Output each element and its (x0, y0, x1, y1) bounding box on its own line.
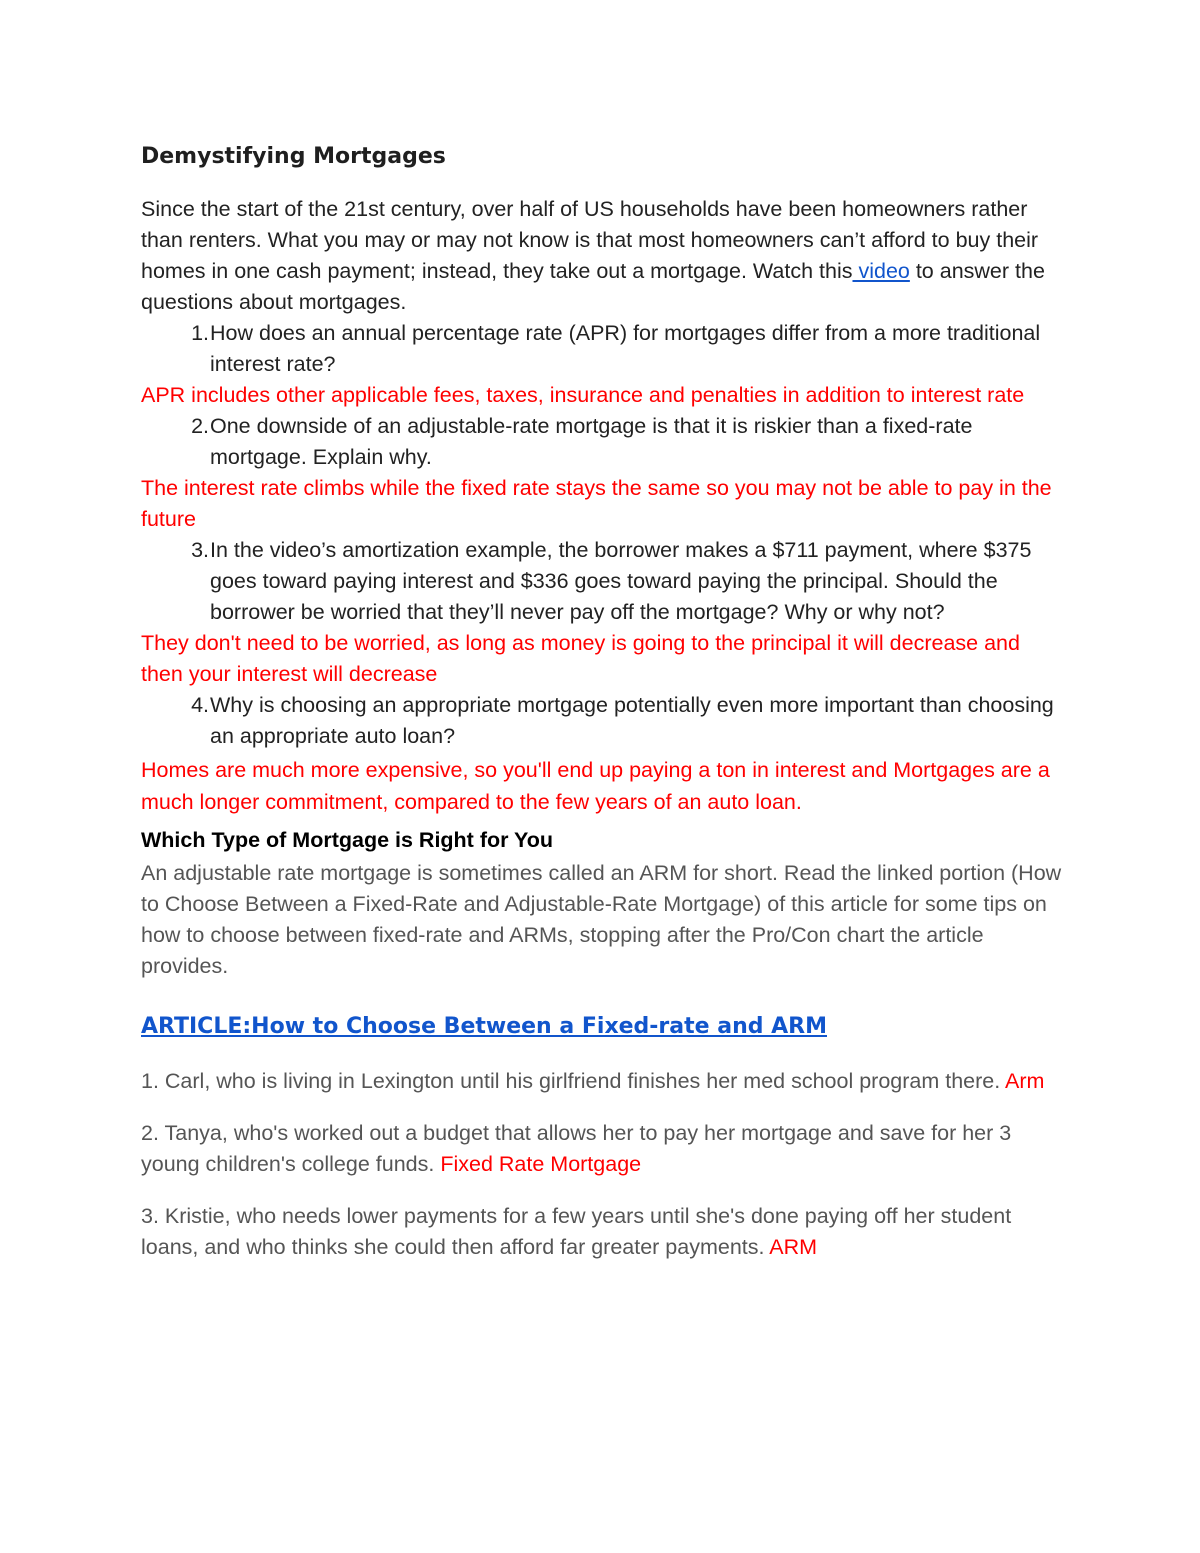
scenario-item (141, 1066, 1066, 1097)
question-number: 3. (191, 538, 209, 562)
scenario-answer: Arm (1005, 1069, 1045, 1093)
video-link[interactable]: video (852, 259, 910, 283)
document-title: Demystifying Mortgages (141, 144, 446, 169)
question-text: How does an annual percentage rate (APR) for mortgages differ from a more traditional interest rate? (210, 321, 1041, 376)
section-heading: Which Type of Mortgage is Right for You (141, 828, 554, 852)
document-page (141, 140, 1066, 1263)
question-number: 1. (191, 321, 209, 345)
scenario-answer: ARM (769, 1235, 818, 1259)
question-list (141, 318, 1066, 818)
question-answer: They don't need to be worried, as long as money is going to the principal it will decrease and then your interest will decrease (141, 631, 1020, 686)
question-answer: Homes are much more expensive, so you'll end up paying a ton in interest and Mortgages are a much longer commitment, compared to the few years of an auto loan. (141, 758, 1050, 814)
scenario-item (141, 1201, 1066, 1263)
scenario-text: 2. Tanya, who's worked out a budget that allows her to pay her mortgage and save for her 3 young children's college funds. (141, 1121, 1012, 1176)
question-number: 4. (191, 693, 209, 717)
intro-text-after-link: to answer the questions about mortgages. (141, 259, 1045, 314)
scenario-text: 1. Carl, who is living in Lexington until his girlfriend finishes her med school program there. (141, 1069, 1001, 1093)
question-item (141, 535, 1066, 628)
question-text: One downside of an adjustable-rate mortgage is that it is riskier than a fixed-rate mortgage. Explain why. (210, 414, 973, 469)
intro-text-before-link: Since the start of the 21st century, over half of US households have been homeowners rather than renters. What you may or may not know is that most homeowners can’t afford to buy their homes in one cash payment; instead, they take out a mortgage. Watch this (141, 197, 1039, 283)
question-answer: The interest rate climbs while the fixed rate stays the same so you may not be able to pay in the future (141, 476, 1052, 531)
question-item (141, 318, 1066, 380)
question-item (141, 690, 1066, 752)
question-text: Why is choosing an appropriate mortgage potentially even more important than choosing an appropriate auto loan? (210, 693, 1054, 748)
question-item (141, 411, 1066, 473)
question-number: 2. (191, 414, 209, 438)
scenario-item (141, 1118, 1066, 1180)
intro-paragraph (141, 194, 1066, 318)
scenario-text: 3. Kristie, who needs lower payments for a few years until she's done paying off her student loans, and who thinks she could then afford far greater payments. (141, 1204, 1012, 1259)
scenario-answer: Fixed Rate Mortgage (440, 1152, 642, 1176)
article-link[interactable]: ARTICLE:How to Choose Between a Fixed-rate and ARM (141, 1014, 827, 1039)
question-text: In the video’s amortization example, the borrower makes a $711 payment, where $375 goes toward paying interest and $336 goes toward paying the principal. Should the borrower be worried that they’ll never pay off the mortgage? Why or why not? (210, 538, 1032, 624)
section-body: An adjustable rate mortgage is sometimes called an ARM for short. Read the linked portion (How to Choose Between a Fixed-Rate and Adjustable-Rate Mortgage) of this article for some tips on how to choose between fixed-rate and ARMs, stopping after the Pro/Con chart the article provides. (141, 861, 1062, 978)
question-answer: APR includes other applicable fees, taxes, insurance and penalties in addition to interest rate (141, 383, 1025, 407)
